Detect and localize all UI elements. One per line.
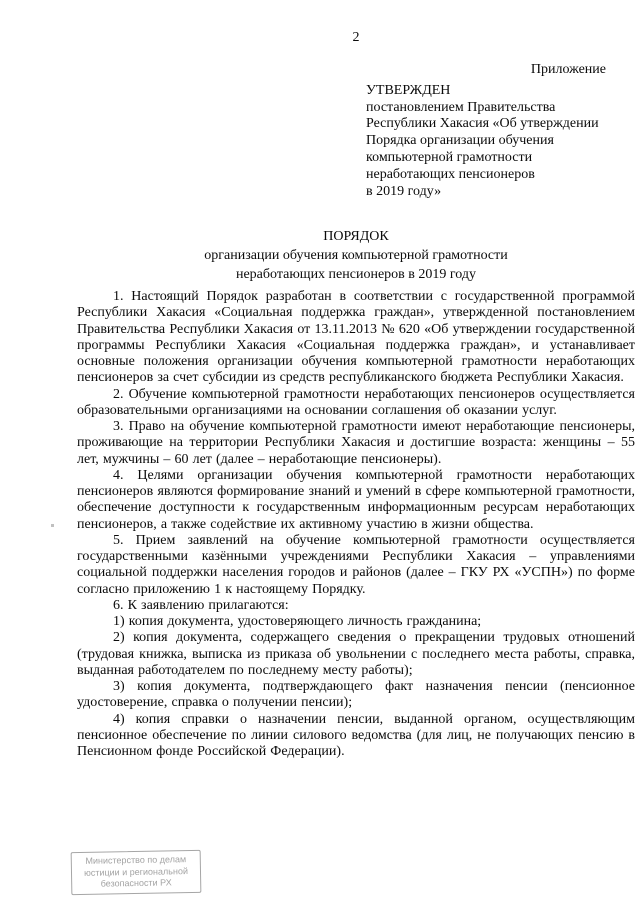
title-line: неработающих пенсионеров в 2019 году — [235, 267, 477, 282]
approval-header — [366, 62, 606, 200]
paragraph: 2) копия документа, содержащего сведения о прекращении трудовых отношений (трудовая книжка, выписка из приказа об увольнении с последнего места работы, справка, выданная работодателем по последнему месту работы); — [77, 630, 635, 678]
registration-stamp — [71, 850, 202, 895]
title-line: ПОРЯДОК — [323, 229, 389, 244]
paragraph: 1. Настоящий Порядок разработан в соответствии с государственной программой Республики Хакасия «Социальная поддержка граждан», утвержденной постановлением Правительства Республики Хакасия от 13.11.2013 № 620 «Об утверждении государственной программы Республики Хакасия «Социальная поддержка граждан», и устанавливает основные положения организации обучения компьютерной грамотности неработающих пенсионеров за счет субсидии из средств республиканского бюджета Республики Хакасия. — [77, 289, 635, 386]
paragraph: 6. К заявлению прилагаются: — [113, 597, 289, 613]
approval-line: постановлением Правительства — [366, 99, 556, 115]
stamp-line: Министерство по делам — [85, 854, 187, 866]
page-number: 2 — [352, 30, 360, 45]
paragraph: 5. Прием заявлений на обучение компьютерной грамотности осуществляется государственными казёнными учреждениями Республики Хакасия – управлениями социальной поддержки населения городов и районов (далее – ГКУ РХ «УСПН») по форме согласно приложению 1 к настоящему Порядку. — [77, 532, 635, 597]
approval-block — [366, 83, 606, 201]
scan-speck — [51, 524, 54, 527]
appendix-label: Приложение — [530, 62, 606, 77]
paragraph: 3) копия документа, подтверждающего факт назначения пенсии (пенсионное удостоверение, справка о получении пенсии); — [77, 679, 635, 711]
paragraph: 4. Целями организации обучения компьютерной грамотности неработающих пенсионеров являются формирование знаний и умений в сфере компьютерной грамотности, обеспечение доступности к государственным информационным ресурсам неработающих пенсионеров, а также содействие их активному участию в жизни общества. — [77, 467, 635, 532]
approval-line: УТВЕРЖДЕН — [366, 82, 451, 98]
document-title — [77, 227, 635, 284]
paragraph: 1) копия документа, удостоверяющего личность гражданина; — [113, 614, 482, 629]
approval-line: Порядка организации обучения — [366, 133, 554, 149]
title-line: организации обучения компьютерной грамотности — [204, 248, 508, 263]
approval-line: компьютерной грамотности — [366, 149, 533, 165]
approval-line: Республики Хакасия «Об утверждении — [366, 116, 599, 132]
stamp-line: юстиции и региональной — [83, 865, 189, 878]
paragraph: 3. Право на обучение компьютерной грамотности имеют неработающие пенсионеры, проживающие на территории Республики Хакасия и достигшие возраста: женщины – 55 лет, мужчины – 60 лет (далее – неработающие пенсионеры). — [77, 419, 635, 467]
approval-line: неработающих пенсионеров — [366, 166, 535, 182]
approval-line: в 2019 году» — [366, 183, 442, 199]
document-body — [77, 289, 635, 760]
stamp-line: безопасности РХ — [100, 877, 172, 889]
paragraph: 4) копия справки о назначении пенсии, выданной органом, осуществляющим пенсионное обеспечение по линии силового ведомства (для лиц, не получающих пенсию в Пенсионном фонде Российской Федерации). — [77, 711, 635, 759]
paragraph: 2. Обучение компьютерной грамотности неработающих пенсионеров осуществляется образовательными организациями на основании соглашения об оказании услуг. — [77, 386, 635, 418]
